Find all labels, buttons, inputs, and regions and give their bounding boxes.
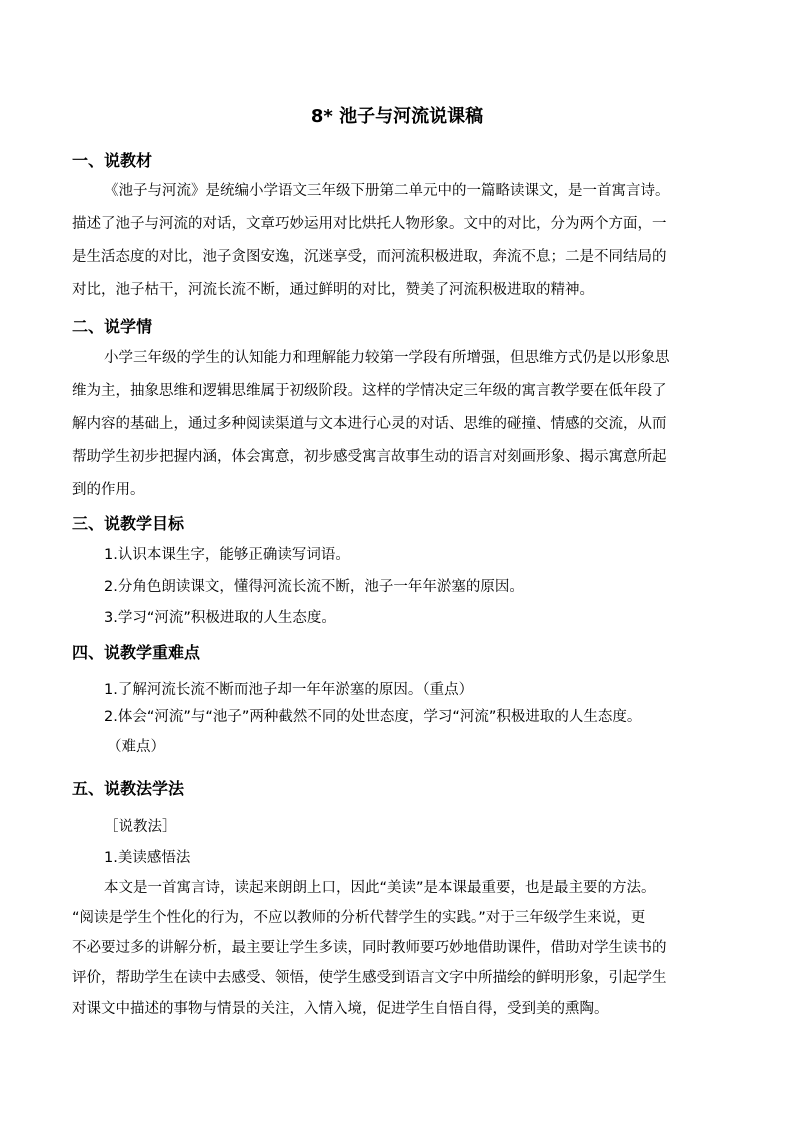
- list-item: 2.体会“河流”与“池子”两种截然不同的处世态度，学习“河流”积极进取的人生态度。: [104, 709, 642, 725]
- section-heading-students: 二、说学情: [72, 317, 153, 336]
- section-heading-methods: 五、说教法学法: [72, 779, 185, 798]
- paragraph-line: 本文是一首寓言诗，读起来朗朗上口，因此“美读”是本课最重要，也是最主要的方法。: [104, 880, 656, 896]
- subheading: 1.美读感悟法: [104, 850, 191, 866]
- paragraph-line: 解内容的基础上，通过多种阅读渠道与文本进行心灵的对话、思维的碰撞、情感的交流，从而: [72, 416, 667, 432]
- paragraph-line: 小学三年级的学生的认知能力和理解能力较第一学段有所增强，但思维方式仍是以形象思: [104, 350, 670, 366]
- paragraph-line: 不必要过多的讲解分析，最主要让学生多读，同时教师要巧妙地借助课件，借助对学生读书的: [72, 940, 667, 956]
- paragraph-line: 描述了池子与河流的对话，文章巧妙运用对比烘托人物形象。文中的对比，分为两个方面，一: [72, 216, 667, 232]
- section-heading-textbook: 一、说教材: [72, 151, 153, 170]
- paragraph-line: 维为主，抽象思维和逻辑思维属于初级阶段。这样的学情决定三年级的寓言教学要在低年段了: [72, 383, 667, 399]
- list-item: 1.认识本课生字，能够正确读写词语。: [104, 547, 350, 563]
- list-item: （难点）: [107, 739, 165, 755]
- page-title: 8* 池子与河流说课稿: [310, 106, 484, 127]
- list-item: 3.学习“河流”积极进取的人生态度。: [104, 610, 336, 626]
- paragraph-line: 是生活态度的对比，池子贪图安逸，沉迷享受，而河流积极进取，奔流不息；二是不同结局的: [72, 249, 667, 265]
- paragraph-line: 评价，帮助学生在读中去感受、领悟，使学生感受到语言文字中所描绘的鲜明形象，引起学生: [72, 970, 667, 986]
- paragraph-line: 对课文中描述的事物与情景的关注，入情入境，促进学生自悟自得，受到美的熏陶。: [72, 1001, 609, 1017]
- section-heading-objectives: 三、说教学目标: [72, 514, 185, 533]
- list-item: 1.了解河流长流不断而池子却一年年淤塞的原因。（重点）: [104, 682, 474, 698]
- list-item: 2.分角色朗读课文，懂得河流长流不断，池子一年年淤塞的原因。: [104, 579, 524, 595]
- paragraph-line: 到的作用。: [72, 482, 145, 498]
- paragraph-line: “阅读是学生个性化的行为，不应以教师的分析代替学生的实践。”对于三年级学生来说，更: [72, 910, 646, 926]
- paragraph-line: 对比，池子枯干，河流长流不断，通过鲜明的对比，赞美了河流积极进取的精神。: [72, 282, 594, 298]
- paragraph-line: 帮助学生初步把握内涵，体会寓意，初步感受寓言故事生动的语言对刻画形象、揭示寓意所起: [72, 449, 667, 465]
- paragraph-line: 《池子与河流》是统编小学语文三年级下册第二单元中的一篇略读课文，是一首寓言诗。: [104, 183, 670, 199]
- subheading: ［说教法］: [104, 819, 177, 835]
- section-heading-key-points: 四、说教学重难点: [72, 643, 201, 662]
